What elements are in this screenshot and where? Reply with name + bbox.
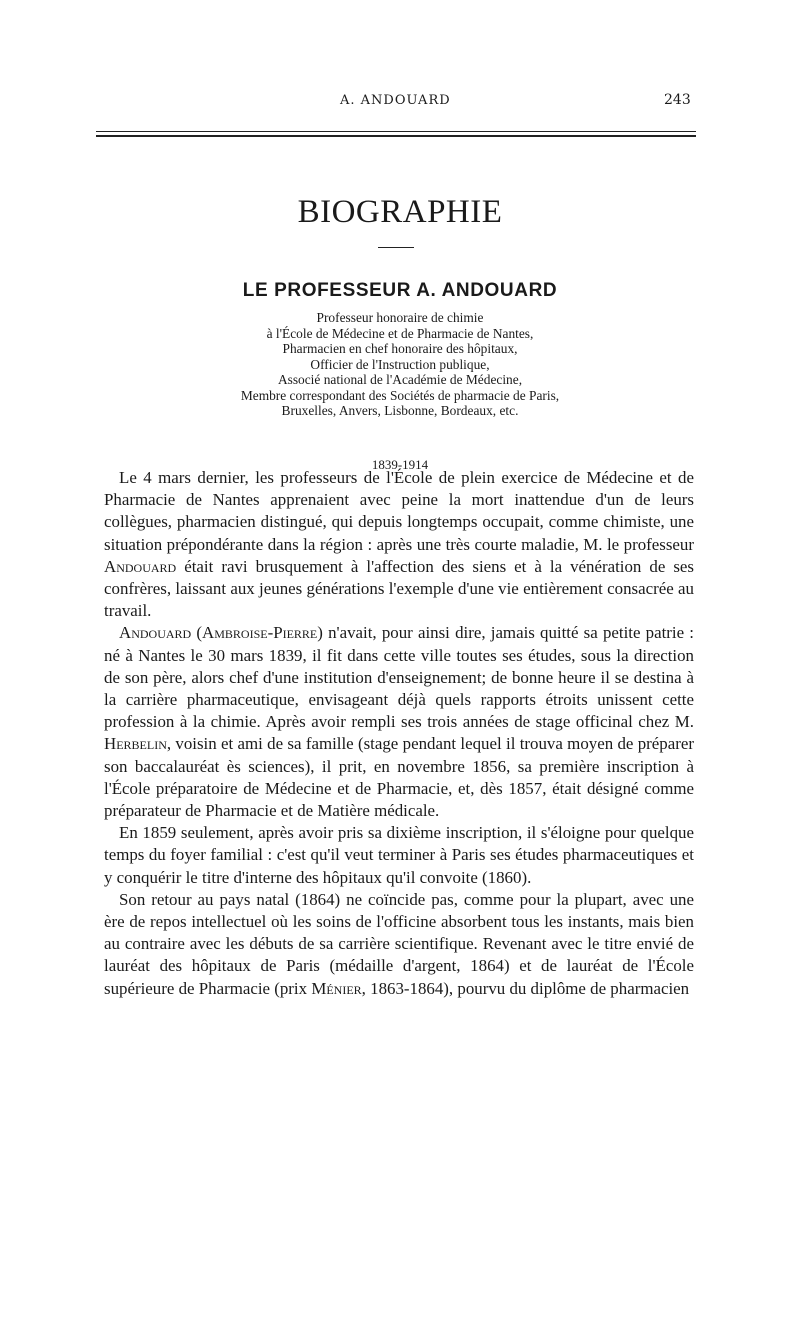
person-name: Herbelin: [104, 734, 167, 754]
header-rule-thin: [96, 131, 696, 132]
person-given-names: (Ambroise-Pierre): [196, 623, 323, 643]
paragraph-2: [104, 622, 694, 822]
credential-line: Pharmacien en chef honoraire des hôpitaux,: [282, 341, 518, 356]
paragraph-text: Le 4 mars dernier, les professeurs de l'École de plein exercice de Médecine et de Pharmacie de Nantes apprenaient avec peine la mort inattendue d'un de leurs collègues, pharmacien distingué, qui depuis longtemps occupait, comme chimiste, une situation prépondérante dans la région : après une très courte maladie, M. le professeur: [104, 468, 694, 554]
person-name: Andouard: [104, 556, 177, 576]
life-dates: 1839-1914: [371, 457, 429, 472]
running-head: A. ANDOUARD: [340, 93, 451, 108]
paragraph-1: [104, 467, 694, 622]
paragraph-text: n'avait, pour ainsi dire, jamais quitté sa petite patrie : né à Nantes le 30 mars 1839, il fit dans cette ville toutes ses études, sous la direction de son père, alors chef d'une institution d'enseignement; de bonne heure il se destina à la carrière pharmaceutique, envisageant déjà quels rapports étroits unissent cette profession à la chimie. Après avoir rempli ses trois années de stage officinal chez M.: [104, 623, 694, 732]
credentials-block: [0, 310, 800, 419]
credential-line: Professeur honoraire de chimie: [316, 310, 484, 325]
paragraph-3: En 1859 seulement, après avoir pris sa dixième inscription, il s'éloigne pour quelque temps du foyer familial : c'est qu'il veut terminer à Paris ses études pharmaceutiques et y conquérir le titre d'interne des hôpitaux qu'il convoite (1860).: [104, 823, 694, 887]
credential-line: Membre correspondant des Sociétés de pharmacie de Paris,: [240, 387, 560, 403]
prize-name: Ménier: [311, 978, 362, 998]
subject-heading: LE PROFESSEUR A. ANDOUARD: [242, 280, 558, 301]
title-divider: [378, 247, 414, 248]
credential-line: à l'École de Médecine et de Pharmacie de Nantes,: [266, 325, 534, 341]
paragraph-text: Son retour au pays natal (1864) ne coïncide pas, comme pour la plupart, avec une ère de repos intellectuel où les soins de l'officine absorbent tous les instants, mais bien au contraire avec les débuts de sa carrière scientifique. Revenant avec le titre envié de lauréat des hôpitaux de Paris (médaille d'argent, 1864) et de lauréat de l'École supérieure de Pharmacie (prix: [104, 889, 694, 998]
paragraph-text: , 1863-1864), pourvu du diplôme de pharmacien: [361, 978, 690, 998]
section-title: BIOGRAPHIE: [297, 194, 503, 230]
person-name: Andouard: [119, 623, 192, 643]
paragraph-4: [104, 889, 694, 1000]
credential-line: Associé national de l'Académie de Médecine,: [277, 372, 523, 387]
credential-line: Officier de l'Instruction publique,: [310, 356, 490, 372]
header-rule-thick: [96, 135, 696, 137]
paragraph-text: , voisin et ami de sa famille (stage pendant lequel il trouva moyen de préparer son baccalauréat ès sciences), il prit, en novembre 1856, sa première inscription à l'École préparatoire de Médecine et de Pharmacie, et, dès 1857, était désigné comme préparateur de Pharmacie et de Matière médicale.: [104, 734, 694, 821]
body-text: [104, 467, 694, 1000]
paragraph-text: était ravi brusquement à l'affection des siens et à la vénération de ses confrères, laissant aux jeunes générations l'exemple d'une vie entièrement consacrée au travail.: [104, 556, 694, 621]
page-number: 243: [664, 92, 691, 108]
credential-line: Bruxelles, Anvers, Lisbonne, Bordeaux, etc.: [281, 403, 519, 418]
